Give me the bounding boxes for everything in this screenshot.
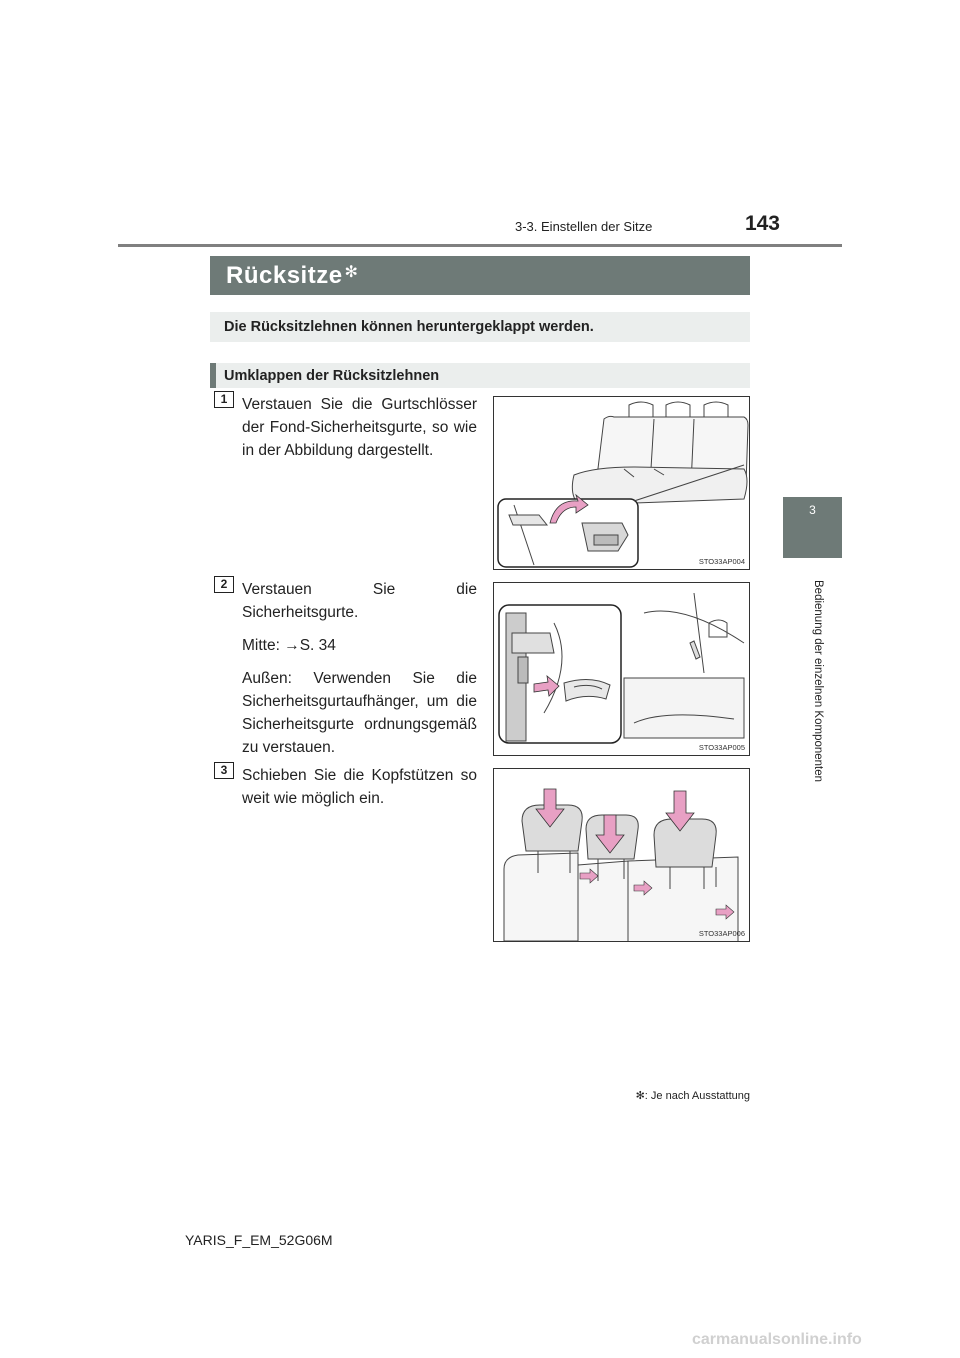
step-text-2 <box>242 578 477 759</box>
page-title <box>226 262 358 290</box>
figure-code-1: STO33AP004 <box>698 557 745 566</box>
chapter-title: Bedienung der einzelnen Komponenten <box>812 580 824 783</box>
rear-seat-buckle-illustration <box>494 397 750 570</box>
belt-hanger-illustration <box>494 583 750 756</box>
step-number-1: 1 <box>214 391 234 408</box>
headrest-illustration <box>494 769 750 942</box>
step-2-paragraph-2: Mitte: →S. 34 <box>242 637 336 654</box>
step-1-paragraph: Verstauen Sie die Gurtschlösser der Fond-Sicherheitsgurte, so wie in der Abbildung dargestellt. <box>242 396 477 459</box>
step-number-2: 2 <box>214 576 234 593</box>
step-text-1 <box>242 393 477 462</box>
intro-text: Die Rücksitzlehnen können heruntergeklappt werden. <box>224 319 594 335</box>
subsection-title: Umklappen der Rücksitzlehnen <box>224 368 440 384</box>
figure-code-3: STO33AP006 <box>698 929 745 938</box>
title-bar <box>210 256 750 295</box>
section-label: 3-3. Einstellen der Sitze <box>515 219 653 234</box>
step-3-paragraph: Schieben Sie die Kopfstützen so weit wie möglich ein. <box>242 767 477 807</box>
step-number-3: 3 <box>214 762 234 779</box>
figure-headrest-lowering <box>493 768 750 942</box>
intro-box <box>210 312 750 342</box>
optional-marker: ✻ <box>344 264 359 281</box>
figure-code-2: STO33AP005 <box>698 743 745 752</box>
document-code: YARIS_F_EM_52G06M <box>185 1232 333 1248</box>
subsection-bar <box>210 363 750 388</box>
footnote: ✻: Je nach Ausstattung <box>635 1090 750 1102</box>
step-2-paragraph-3: Außen: Verwenden Sie die Sicherheitsgurtaufhänger, um die Sicherheitsgurte ordnungsgemäß zu verstauen. <box>242 670 477 756</box>
step-text-3 <box>242 764 477 810</box>
page-title-text: Rücksitze <box>226 262 343 289</box>
figure-buckle-stowage <box>493 396 750 570</box>
header-rule <box>118 244 842 247</box>
chapter-tab: 3 <box>783 497 842 558</box>
step-2-paragraph-1: Verstauen Sie die Sicherheitsgurte. <box>242 581 477 621</box>
figure-belt-hanger <box>493 582 750 756</box>
subsection-accent <box>210 363 216 388</box>
page-number: 143 <box>744 212 780 235</box>
watermark: carmanualsonline.info <box>692 1331 862 1348</box>
